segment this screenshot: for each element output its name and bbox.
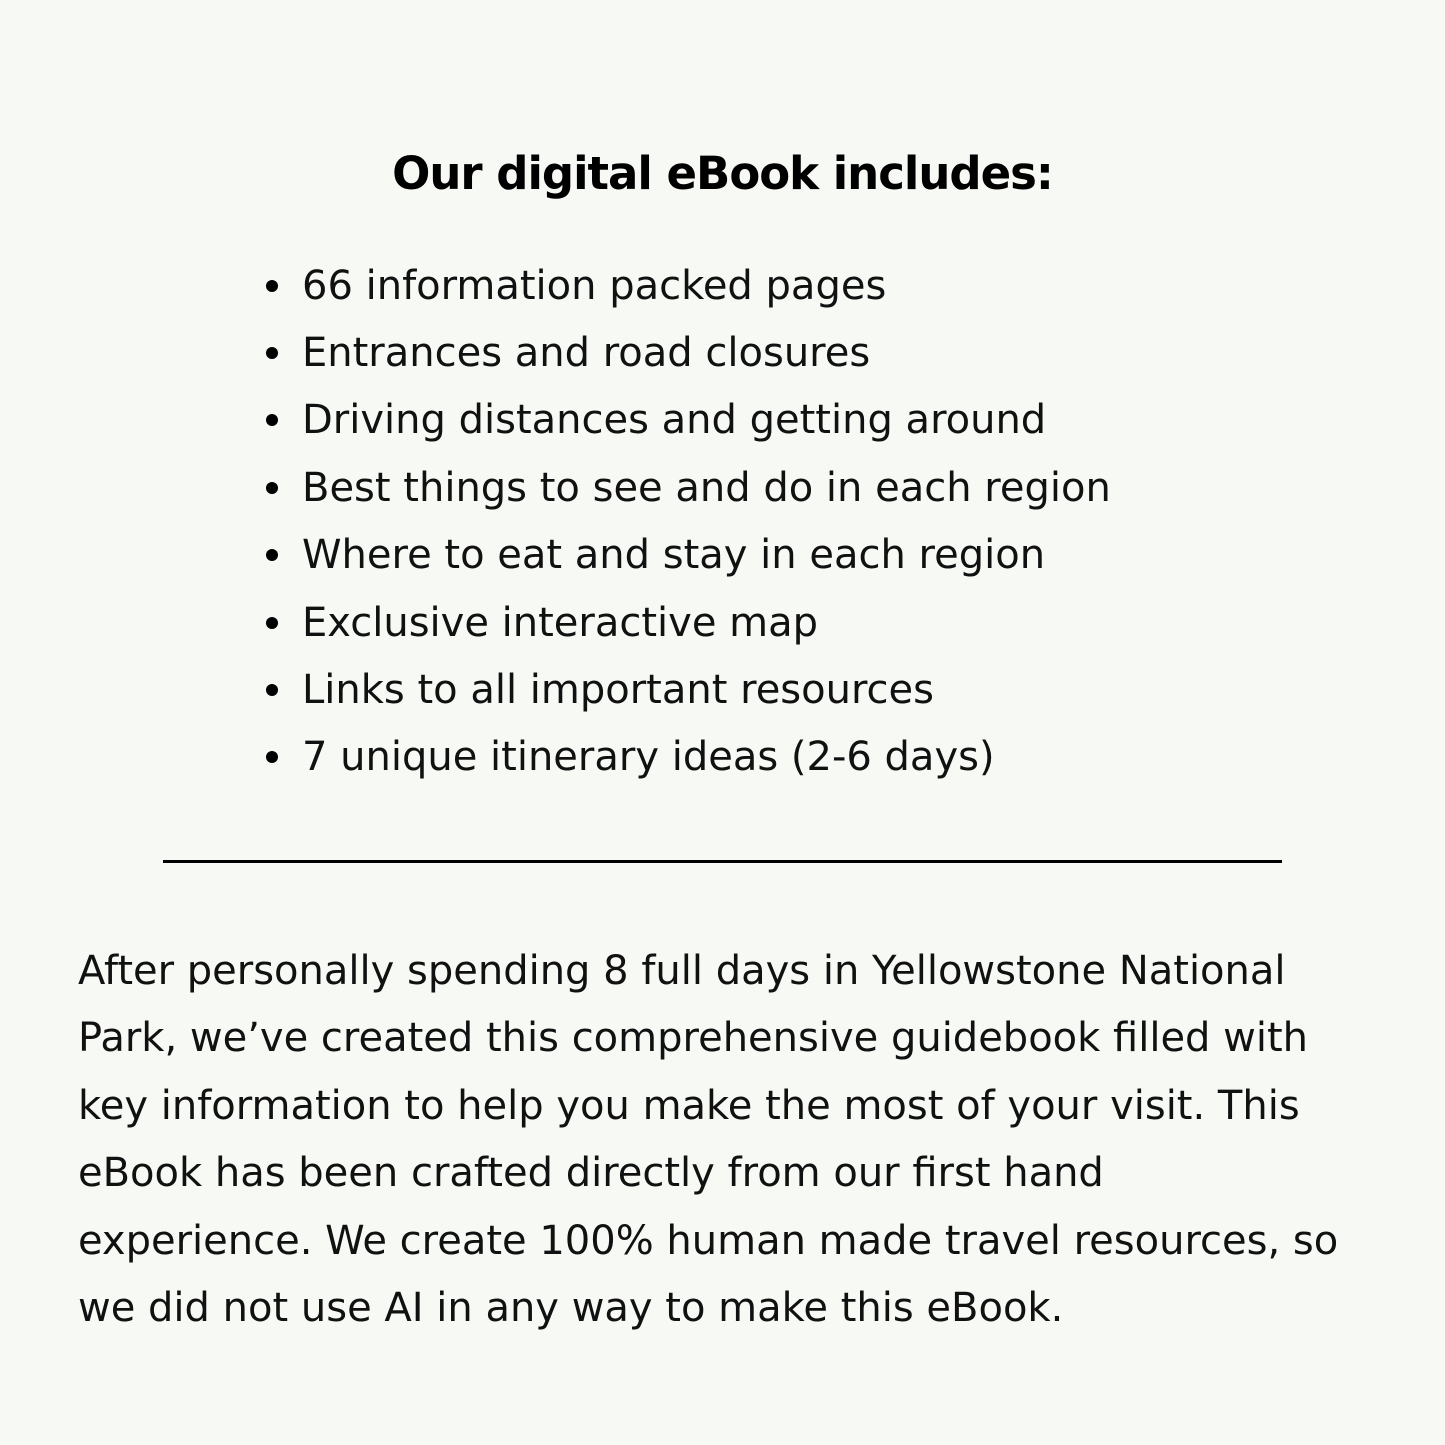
list-item [262,522,1262,589]
description-line: eBook has been crafted directly from our first hand [78,1150,1104,1197]
list-item [262,589,1262,656]
list-item-label: Links to all important resources [302,667,934,714]
list-item [262,387,1262,454]
list-item [262,656,1262,723]
features-list [262,252,1262,791]
bullet-icon [266,414,278,426]
list-item-label: Driving distances and getting around [302,397,1047,444]
description-line: we did not use AI in any way to make this eBook. [78,1285,1064,1332]
list-item-label: Entrances and road closures [302,330,871,377]
list-item-label: 66 information packed pages [302,262,887,309]
list-item [262,252,1262,319]
list-item-label: Best things to see and do in each region [302,464,1111,511]
list-item-label: 7 unique itinerary ideas (2-6 days) [302,734,995,781]
description-paragraph [78,938,1378,1342]
bullet-icon [266,751,278,763]
list-item [262,319,1262,386]
bullet-icon [266,617,278,629]
page-title: Our digital eBook includes: [392,147,1053,201]
list-item-label: Where to eat and stay in each region [302,532,1046,579]
list-item-label: Exclusive interactive map [302,599,819,646]
bullet-icon [266,347,278,359]
bullet-icon [266,684,278,696]
bullet-icon [266,482,278,494]
bullet-icon [266,280,278,292]
list-item [262,454,1262,521]
description-line: experience. We create 100% human made travel resources, so [78,1217,1339,1264]
description-line: After personally spending 8 full days in Yellowstone National [78,948,1286,994]
description-line: key information to help you make the most of your visit. This [78,1082,1300,1129]
list-item [262,724,1262,791]
bullet-icon [266,549,278,561]
description-line: Park, we’ve created this comprehensive guidebook filled with [78,1015,1309,1062]
section-divider [163,860,1282,863]
